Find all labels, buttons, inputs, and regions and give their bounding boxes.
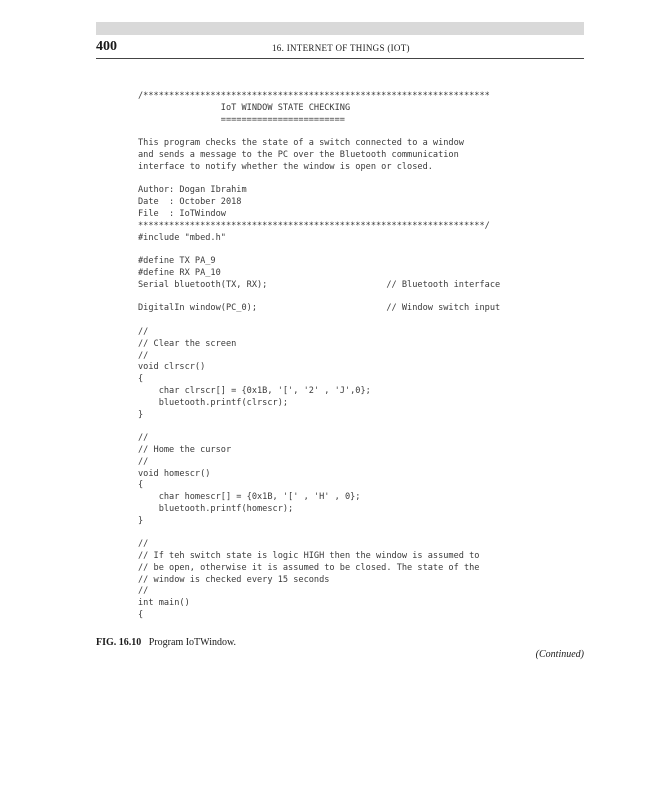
code-line: void homescr() <box>138 468 211 479</box>
code-line: #define TX PA_9 <box>138 256 216 267</box>
code-line: This program checks the state of a switch connected to a window <box>138 138 464 149</box>
code-line: } <box>138 515 144 526</box>
code-line: Author: Dogan Ibrahim <box>138 185 247 196</box>
code-line <box>138 292 586 304</box>
page-number: 400 <box>96 39 117 54</box>
code-line <box>138 315 586 327</box>
code-line: // <box>138 433 149 444</box>
code-line: int main() <box>138 598 190 609</box>
running-head: 16. INTERNET OF THINGS (IOT) <box>272 43 410 53</box>
code-line: { <box>138 480 144 491</box>
code-line <box>138 244 586 256</box>
code-line: Date : October 2018 <box>138 197 242 208</box>
header-rule <box>96 58 584 59</box>
code-line: *******************************************************************/ <box>138 220 490 231</box>
code-line: File : IoTWindow <box>138 208 226 219</box>
code-line: // <box>138 586 149 597</box>
code-line: // <box>138 350 149 361</box>
code-line: // If teh switch state is logic HIGH then the window is assumed to <box>138 551 480 562</box>
figure-label: FIG. 16.10 <box>96 637 142 648</box>
code-line: and sends a message to the PC over the Bluetooth communication <box>138 149 459 160</box>
code-line: char clrscr[] = {0x1B, '[', '2' , 'J',0}; <box>138 385 371 396</box>
code-line: void clrscr() <box>138 362 206 373</box>
code-listing <box>138 91 586 622</box>
code-line: char homescr[] = {0x1B, '[' , 'H' , 0}; <box>138 492 361 503</box>
code-line: // <box>138 539 149 550</box>
figure-caption <box>96 636 236 650</box>
code-line: // be open, otherwise it is assumed to be closed. The state of the <box>138 562 480 573</box>
code-line: // Clear the screen <box>138 338 237 349</box>
code-line: // <box>138 326 149 337</box>
code-line <box>138 126 586 138</box>
code-line: ======================== <box>138 114 345 125</box>
figure-title: Program IoTWindow. <box>148 637 237 648</box>
code-line: { <box>138 374 144 385</box>
code-line: #include "mbed.h" <box>138 232 226 243</box>
code-line: bluetooth.printf(clrscr); <box>138 397 289 408</box>
code-line: /******************************************************************* <box>138 91 490 101</box>
page-top-bar <box>96 22 584 35</box>
code-line <box>138 527 586 539</box>
code-line: // Home the cursor <box>138 444 232 455</box>
code-line: } <box>138 409 144 420</box>
code-line: DigitalIn window(PC_0); // Window switch input <box>138 303 501 314</box>
code-line: IoT WINDOW STATE CHECKING <box>138 102 351 113</box>
code-line: { <box>138 610 144 621</box>
code-line <box>138 421 586 433</box>
code-line: #define RX PA_10 <box>138 267 221 278</box>
code-line: // window is checked every 15 seconds <box>138 574 330 585</box>
code-line: interface to notify whether the window is open or closed. <box>138 161 433 172</box>
continued-note: (Continued) <box>535 649 584 660</box>
code-line: Serial bluetooth(TX, RX); // Bluetooth interface <box>138 279 501 290</box>
code-line <box>138 174 586 186</box>
code-line: bluetooth.printf(homescr); <box>138 503 294 514</box>
code-line: // <box>138 456 149 467</box>
